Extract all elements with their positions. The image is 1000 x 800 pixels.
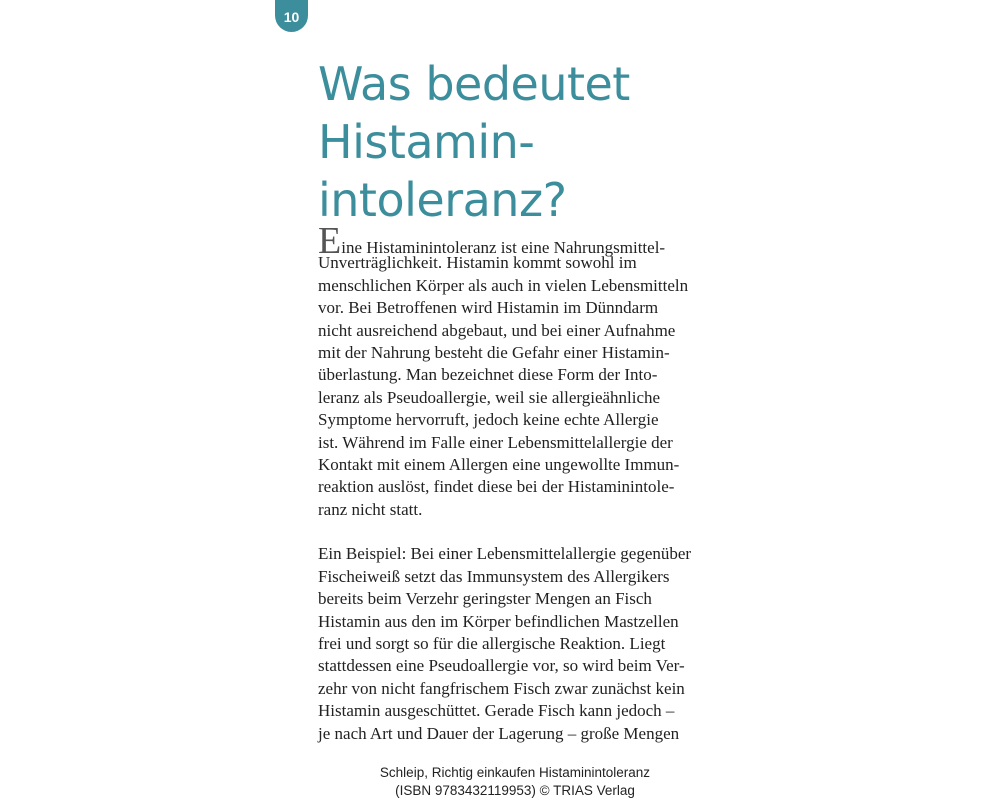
text-line: Ein Beispiel: Bei einer Lebensmittelallergie gegenüber <box>318 544 692 564</box>
body-text <box>318 220 738 745</box>
text-line: je nach Art und Dauer der Lagerung – große Mengen <box>318 723 680 743</box>
text-line: mit der Nahrung besteht die Gefahr einer Histamin- <box>318 342 670 362</box>
page-title <box>318 55 738 229</box>
text-line: Fischeiweiß setzt das Immunsystem des Allergikers <box>318 566 670 586</box>
footer-line: (ISBN 9783432119953) © TRIAS Verlag <box>395 783 635 798</box>
paragraph-gap <box>318 521 738 543</box>
text-line: Symptome hervorruft, jedoch keine echte Allergie <box>318 410 659 430</box>
page-number-badge: 10 <box>275 0 308 32</box>
text-line: menschlichen Körper als auch in vielen Lebensmitteln <box>318 275 689 295</box>
paragraph-2 <box>318 543 738 745</box>
first-line-rest: ine Histaminintoleranz ist eine Nahrungsmittel- <box>341 238 666 257</box>
text-line: nicht ausreichend abgebaut, und bei einer Aufnahme <box>318 320 676 340</box>
footer-citation <box>300 764 730 800</box>
text-line: reaktion auslöst, findet diese bei der Histaminintole- <box>318 477 675 497</box>
text-line: Kontakt mit einem Allergen eine ungewollte Immun- <box>318 454 680 474</box>
title-line: intoleranz? <box>318 173 567 227</box>
text-line: frei und sorgt so für die allergische Reaktion. Liegt <box>318 634 666 654</box>
drop-cap: E <box>318 220 342 262</box>
text-line: Histamin aus den im Körper befindlichen Mastzellen <box>318 611 679 631</box>
title-line: Histamin- <box>318 115 535 169</box>
text-line: überlastung. Man bezeichnet diese Form der Into- <box>318 365 658 385</box>
text-line: zehr von nicht fangfrischem Fisch zwar zunächst kein <box>318 678 685 698</box>
footer-line: Schleip, Richtig einkaufen Histaminintoleranz <box>379 765 651 780</box>
text-line: ranz nicht statt. <box>318 499 423 519</box>
text-line: bereits beim Verzehr geringster Mengen an Fisch <box>318 589 652 609</box>
paragraph-1 <box>318 252 738 521</box>
paragraph1-first-line <box>318 220 738 262</box>
text-line: Histamin ausgeschüttet. Gerade Fisch kann jedoch – <box>318 701 675 721</box>
text-line: ist. Während im Falle einer Lebensmittelallergie der <box>318 432 673 452</box>
text-line: vor. Bei Betroffenen wird Histamin im Dünndarm <box>318 298 659 318</box>
text-line: leranz als Pseudoallergie, weil sie allergieähnliche <box>318 387 661 407</box>
text-line: stattdessen eine Pseudoallergie vor, so wird beim Ver- <box>318 656 685 676</box>
title-line: Was bedeutet <box>318 57 630 111</box>
text-line: Unverträglichkeit. Histamin kommt sowohl im <box>318 253 637 273</box>
